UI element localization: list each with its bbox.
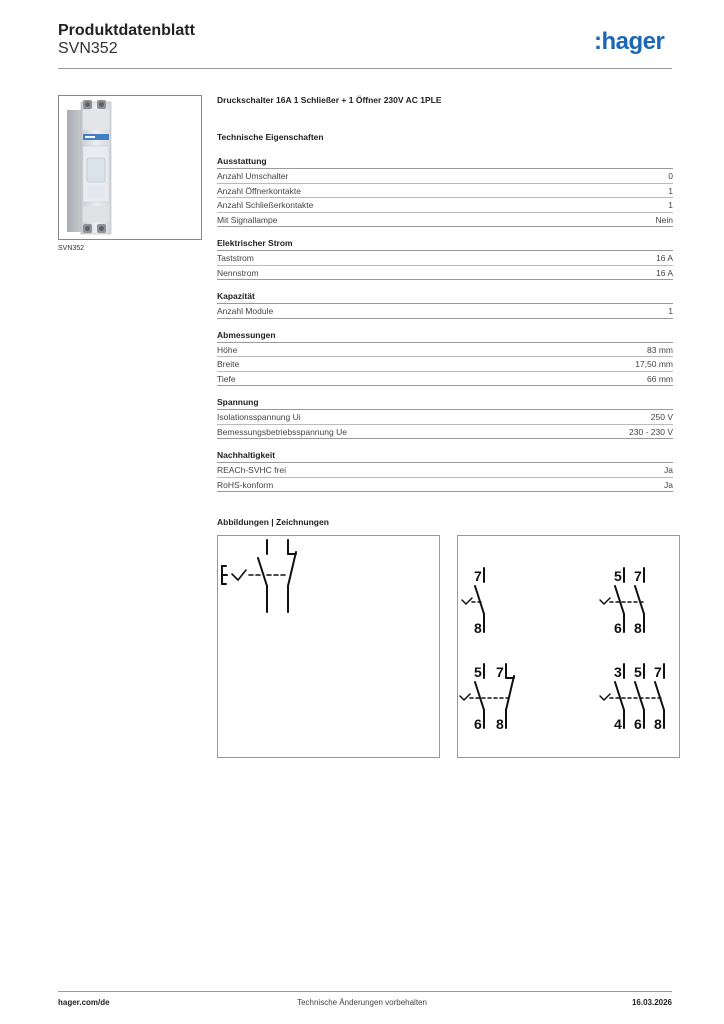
section-title: Elektrischer Strom [217, 238, 673, 251]
property-section [217, 450, 673, 492]
page-title: Produktdatenblatt [58, 22, 195, 39]
terminal-label: 8 [474, 620, 482, 636]
product-description: Druckschalter 16A 1 Schließer + 1 Öffner 230V AC 1PLE [217, 95, 442, 105]
properties-sections [217, 156, 673, 492]
property-row [217, 266, 673, 281]
property-row [217, 410, 673, 425]
property-value: Ja [664, 465, 673, 475]
property-label: Anzahl Öffnerkontakte [217, 185, 301, 196]
drawing-symbol-box [217, 535, 440, 758]
property-section [217, 397, 673, 439]
property-value: 83 mm [647, 344, 673, 355]
property-row [217, 425, 673, 440]
section-title: Spannung [217, 397, 673, 410]
terminal-label: 5 [634, 664, 642, 680]
property-label: Anzahl Umschalter [217, 171, 289, 181]
property-value: Nein [655, 214, 673, 225]
product-image [58, 95, 202, 240]
terminal-label: 8 [634, 620, 642, 636]
figures-heading: Abbildungen | Zeichnungen [217, 517, 329, 527]
property-row [217, 251, 673, 266]
property-label: Höhe [217, 344, 238, 355]
terminal-label: 5 [474, 664, 482, 680]
property-value: 16 A [655, 267, 673, 278]
footer-website-link[interactable]: hager.com/de [58, 998, 110, 1007]
section-title: Kapazität [217, 291, 673, 304]
property-value: 1 [668, 185, 673, 196]
footer-date: 16.03.2026 [631, 998, 672, 1007]
property-row [217, 169, 673, 184]
terminal-label: 5 [614, 568, 622, 584]
property-value: 250 V [650, 412, 673, 422]
property-label: Taststrom [217, 253, 254, 263]
property-section [217, 156, 673, 227]
property-label: Nennstrom [217, 267, 259, 278]
hager-logo: :hager [594, 28, 665, 55]
property-row [217, 463, 673, 478]
terminal-label: 6 [614, 620, 622, 636]
terminal-label: 6 [634, 716, 642, 732]
property-row [217, 304, 673, 319]
terminal-label: 7 [654, 664, 662, 680]
section-title: Abmessungen [217, 330, 673, 343]
section-title: Ausstattung [217, 156, 673, 169]
terminal-label: 6 [474, 716, 482, 732]
property-label: RoHS-konform [217, 479, 274, 490]
property-row [217, 372, 673, 387]
property-row [217, 357, 673, 372]
property-value: 230 - 230 V [629, 426, 673, 437]
terminal-label: 8 [654, 716, 662, 732]
contact-diagrams [458, 536, 679, 757]
terminal-label: 7 [496, 664, 504, 680]
property-label: Tiefe [217, 373, 236, 384]
property-row [217, 343, 673, 358]
property-row [217, 184, 673, 199]
footer-divider [58, 991, 672, 992]
property-value: 0 [668, 171, 673, 181]
header-divider [58, 68, 672, 69]
switch-device-illustration [59, 96, 201, 239]
terminal-label: 7 [474, 568, 482, 584]
property-value: 17,50 mm [635, 359, 673, 369]
property-section [217, 238, 673, 280]
property-label: Breite [217, 359, 240, 369]
property-value: 1 [668, 306, 673, 316]
property-row [217, 213, 673, 228]
property-value: 1 [668, 200, 673, 210]
property-label: Mit Signallampe [217, 214, 278, 225]
property-section [217, 291, 673, 319]
terminal-label: 4 [614, 716, 622, 732]
section-title: Nachhaltigkeit [217, 450, 673, 463]
switch-symbol-drawing [218, 536, 439, 757]
property-value: 16 A [655, 253, 673, 263]
contact-diagrams-box [457, 535, 680, 758]
product-details [217, 95, 673, 503]
property-value: 66 mm [647, 373, 673, 384]
property-section [217, 330, 673, 387]
property-row [217, 198, 673, 213]
property-value: Ja [664, 479, 673, 490]
property-label: REACh-SVHC frei [217, 465, 286, 475]
terminal-label: 8 [496, 716, 504, 732]
property-label: Anzahl Schließerkontakte [217, 200, 314, 210]
property-row [217, 478, 673, 493]
terminal-label: 3 [614, 664, 622, 680]
product-code: SVN352 [58, 40, 118, 57]
property-label: Bemessungsbetriebsspannung Ue [217, 426, 347, 437]
footer-disclaimer: Technische Änderungen vorbehalten [297, 998, 427, 1007]
property-label: Isolationsspannung Ui [217, 412, 301, 422]
image-caption: SVN352 [58, 245, 85, 252]
property-label: Anzahl Module [217, 306, 274, 316]
terminal-label: 7 [634, 568, 642, 584]
properties-heading: Technische Eigenschaften [217, 132, 324, 142]
